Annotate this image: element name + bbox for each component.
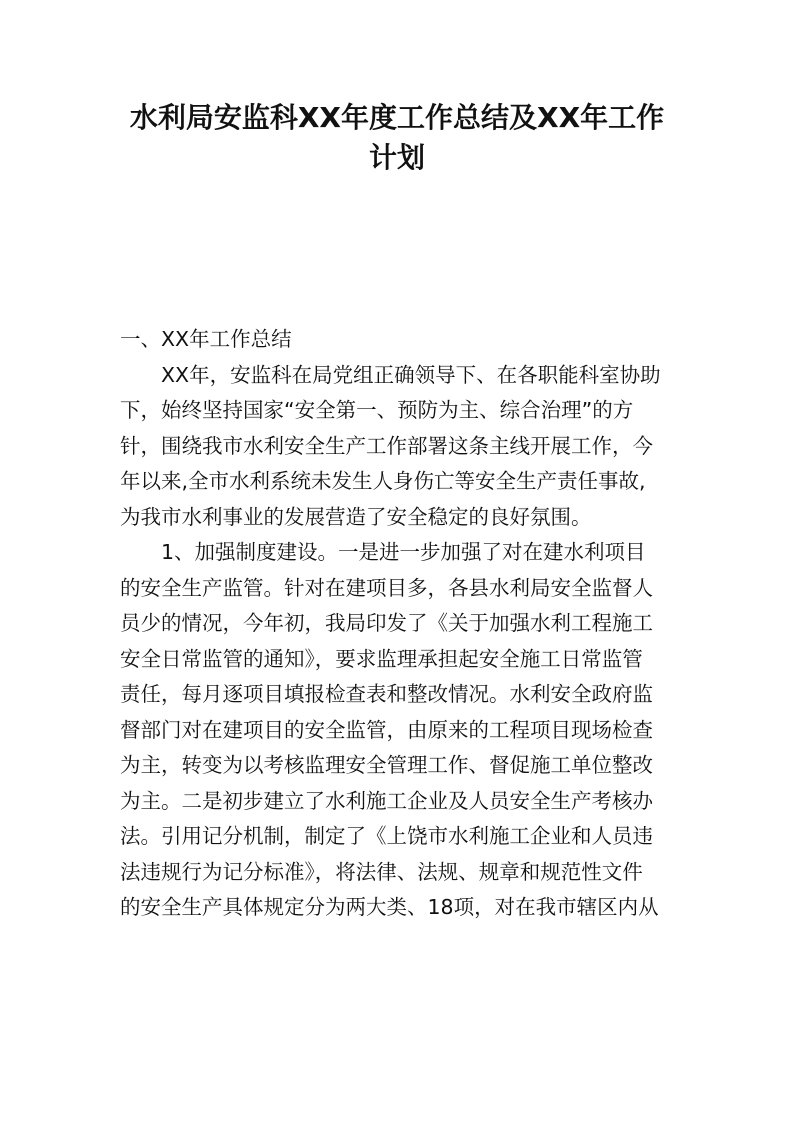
paragraph-line: 年以来,全市水利系统未发生人身伤亡等安全生产责任事故, bbox=[120, 469, 646, 493]
paragraph-line: 1、加强制度建设。一是进一步加强了对在建水利项目 bbox=[161, 540, 646, 564]
title-line-1: 水利局安监科XX年度工作总结及XX年工作 bbox=[129, 101, 665, 134]
paragraph-line: 督部门对在建项目的安全监管，由原来的工程项目现场检查 bbox=[120, 717, 653, 742]
section-heading: 一、XX年工作总结 bbox=[120, 327, 292, 351]
title-line-2: 计划 bbox=[368, 141, 425, 174]
paragraph-line: 为主。二是初步建立了水利施工企业及人员安全生产考核办 bbox=[120, 788, 653, 813]
paragraph-line: XX年，安监科在局党组正确领导下、在各职能科室协助 bbox=[161, 362, 661, 387]
paragraph-line: 安全日常监管的通知》，要求监理承担起安全施工日常监管 bbox=[120, 646, 643, 671]
paragraph-line: 的安全生产具体规定分为两大类、18项，对在我市辖区内从 bbox=[120, 895, 659, 919]
paragraph-line: 员少的情况，今年初，我局印发了《关于加强水利工程施工 bbox=[120, 611, 653, 635]
document-body bbox=[120, 322, 675, 926]
paragraph-line: 责任，每月逐项目填报检查表和整改情况。水利安全政府监 bbox=[120, 682, 653, 706]
paragraph-line: 为主，转变为以考核监理安全管理工作、督促施工单位整改 bbox=[120, 753, 653, 777]
paragraph-line: 法违规行为记分标准》，将法律、法规、规章和规范性文件 bbox=[120, 859, 643, 884]
document-title bbox=[110, 98, 684, 178]
paragraph-line: 法。引用记分机制，制定了《上饶市水利施工企业和人员违 bbox=[120, 824, 653, 848]
paragraph-line: 下，始终坚持国家“安全第一、预防为主、综合治理”的方 bbox=[120, 398, 634, 422]
paragraph-line: 的安全生产监管。针对在建项目多，各县水利局安全监督人 bbox=[120, 575, 653, 600]
paragraph-line: 为我市水利事业的发展营造了安全稳定的良好氛围。 bbox=[120, 504, 592, 529]
paragraph-line: 针，围绕我市水利安全生产工作部署这条主线开展工作，今 bbox=[120, 433, 653, 458]
